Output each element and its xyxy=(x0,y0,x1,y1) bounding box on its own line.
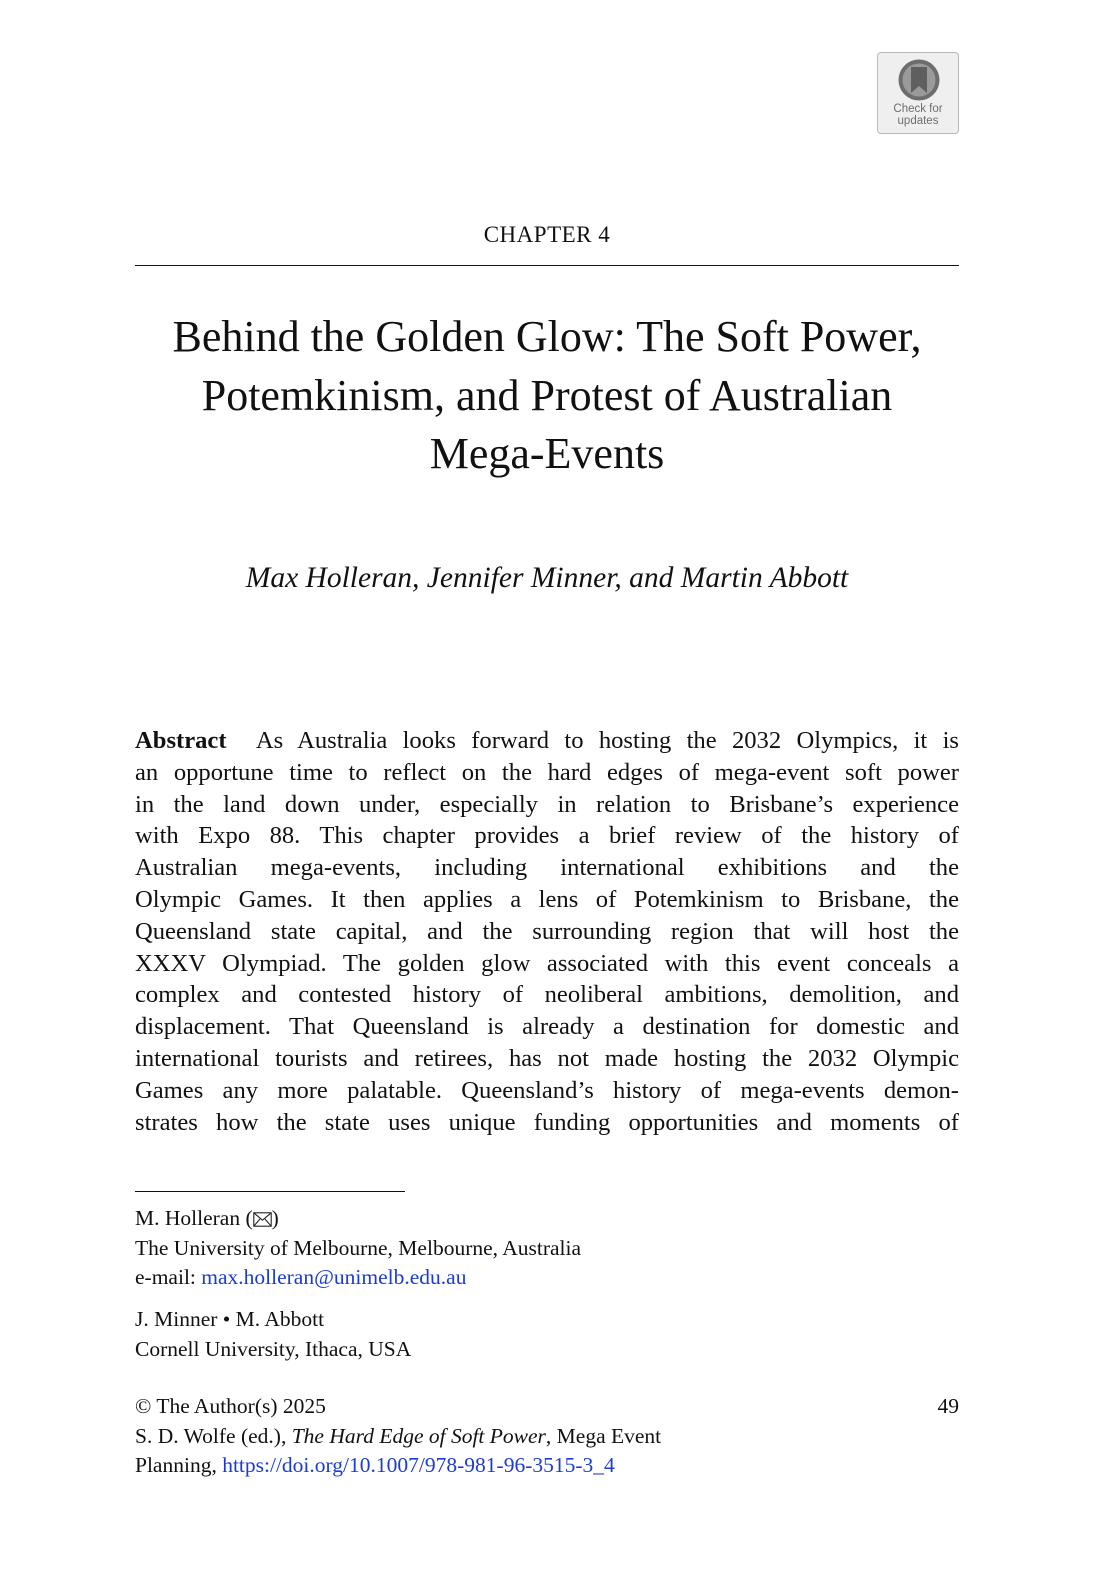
title-line: Behind the Golden Glow: The Soft Power, xyxy=(172,312,922,361)
check-for-updates-badge[interactable] xyxy=(877,52,959,134)
copyright-block xyxy=(135,1392,661,1481)
abstract-label: Abstract xyxy=(135,727,227,754)
institution: The University of Melbourne, Melbourne, Australia xyxy=(135,1235,582,1260)
badge-text: Check for updates xyxy=(893,103,943,127)
copyright-line: © The Author(s) 2025 xyxy=(135,1394,326,1418)
email-line: e-mail: max.holleran@unimelb.edu.au xyxy=(135,1265,467,1289)
bookmark-icon xyxy=(897,58,941,102)
abstract-line: international tourists and retirees, has not made hosting the 2032 Olympic xyxy=(135,1044,959,1072)
affiliation-holleran xyxy=(135,1204,581,1293)
abstract-line: Olympic Games. It then applies a lens of Potemkinism to Brisbane, the xyxy=(135,885,959,913)
book-title: The Hard Edge of Soft Power xyxy=(291,1423,546,1448)
abstract-line: Queensland state capital, and the surrounding region that will host the xyxy=(135,917,959,945)
author-list: Max Holleran, Jennifer Minner, and Martin Abbott xyxy=(245,562,849,594)
abstract-line: Abstract As Australia looks forward to hosting the 2032 Olympics, it is xyxy=(135,727,959,754)
footnote-divider xyxy=(135,1191,405,1192)
title-line: Mega-Events xyxy=(429,429,665,478)
abstract-line: displacement. That Queensland is already a destination for domestic and xyxy=(135,1013,959,1041)
abstract-line: XXXV Olympiad. The golden glow associated with this event conceals a xyxy=(135,949,959,977)
chapter-label: CHAPTER 4 xyxy=(483,222,611,247)
abstract-line: strates how the state uses unique funding opportunities and moments of xyxy=(135,1108,959,1136)
institution: Cornell University, Ithaca, USA xyxy=(135,1336,412,1361)
abstract-line: in the land down under, especially in relation to Brisbane’s experience xyxy=(135,790,959,818)
abstract xyxy=(135,725,959,1138)
doi-link[interactable]: https://doi.org/10.1007/978-981-96-3515-3_4 xyxy=(222,1453,615,1477)
affiliation-minner-abbott xyxy=(135,1305,411,1364)
abstract-line: with Expo 88. This chapter provides a brief review of the history of xyxy=(135,822,959,850)
abstract-line: Australian mega-events, including international exhibitions and the xyxy=(135,854,959,882)
citation-line: S. D. Wolfe (ed.), The Hard Edge of Soft Power, Mega Event xyxy=(135,1423,662,1448)
title-divider xyxy=(135,265,959,266)
envelope-icon xyxy=(253,1212,272,1227)
title-line: Potemkinism, and Protest of Australian xyxy=(201,370,893,420)
author-name-line: M. Holleran ( ) xyxy=(135,1206,279,1230)
author-names: J. Minner • M. Abbott xyxy=(135,1307,325,1331)
doi-line: Planning, https://doi.org/10.1007/978-981-96-3515-3_4 xyxy=(135,1453,615,1477)
abstract-line: Games any more palatable. Queensland’s history of mega-events demon- xyxy=(135,1076,959,1104)
abstract-line: an opportune time to reflect on the hard edges of mega-event soft power xyxy=(135,758,959,786)
chapter-title xyxy=(135,308,959,484)
abstract-line: complex and contested history of neoliberal ambitions, demolition, and xyxy=(135,981,959,1009)
email-link[interactable]: max.holleran@unimelb.edu.au xyxy=(201,1265,467,1289)
page-number: 49 xyxy=(937,1394,959,1418)
